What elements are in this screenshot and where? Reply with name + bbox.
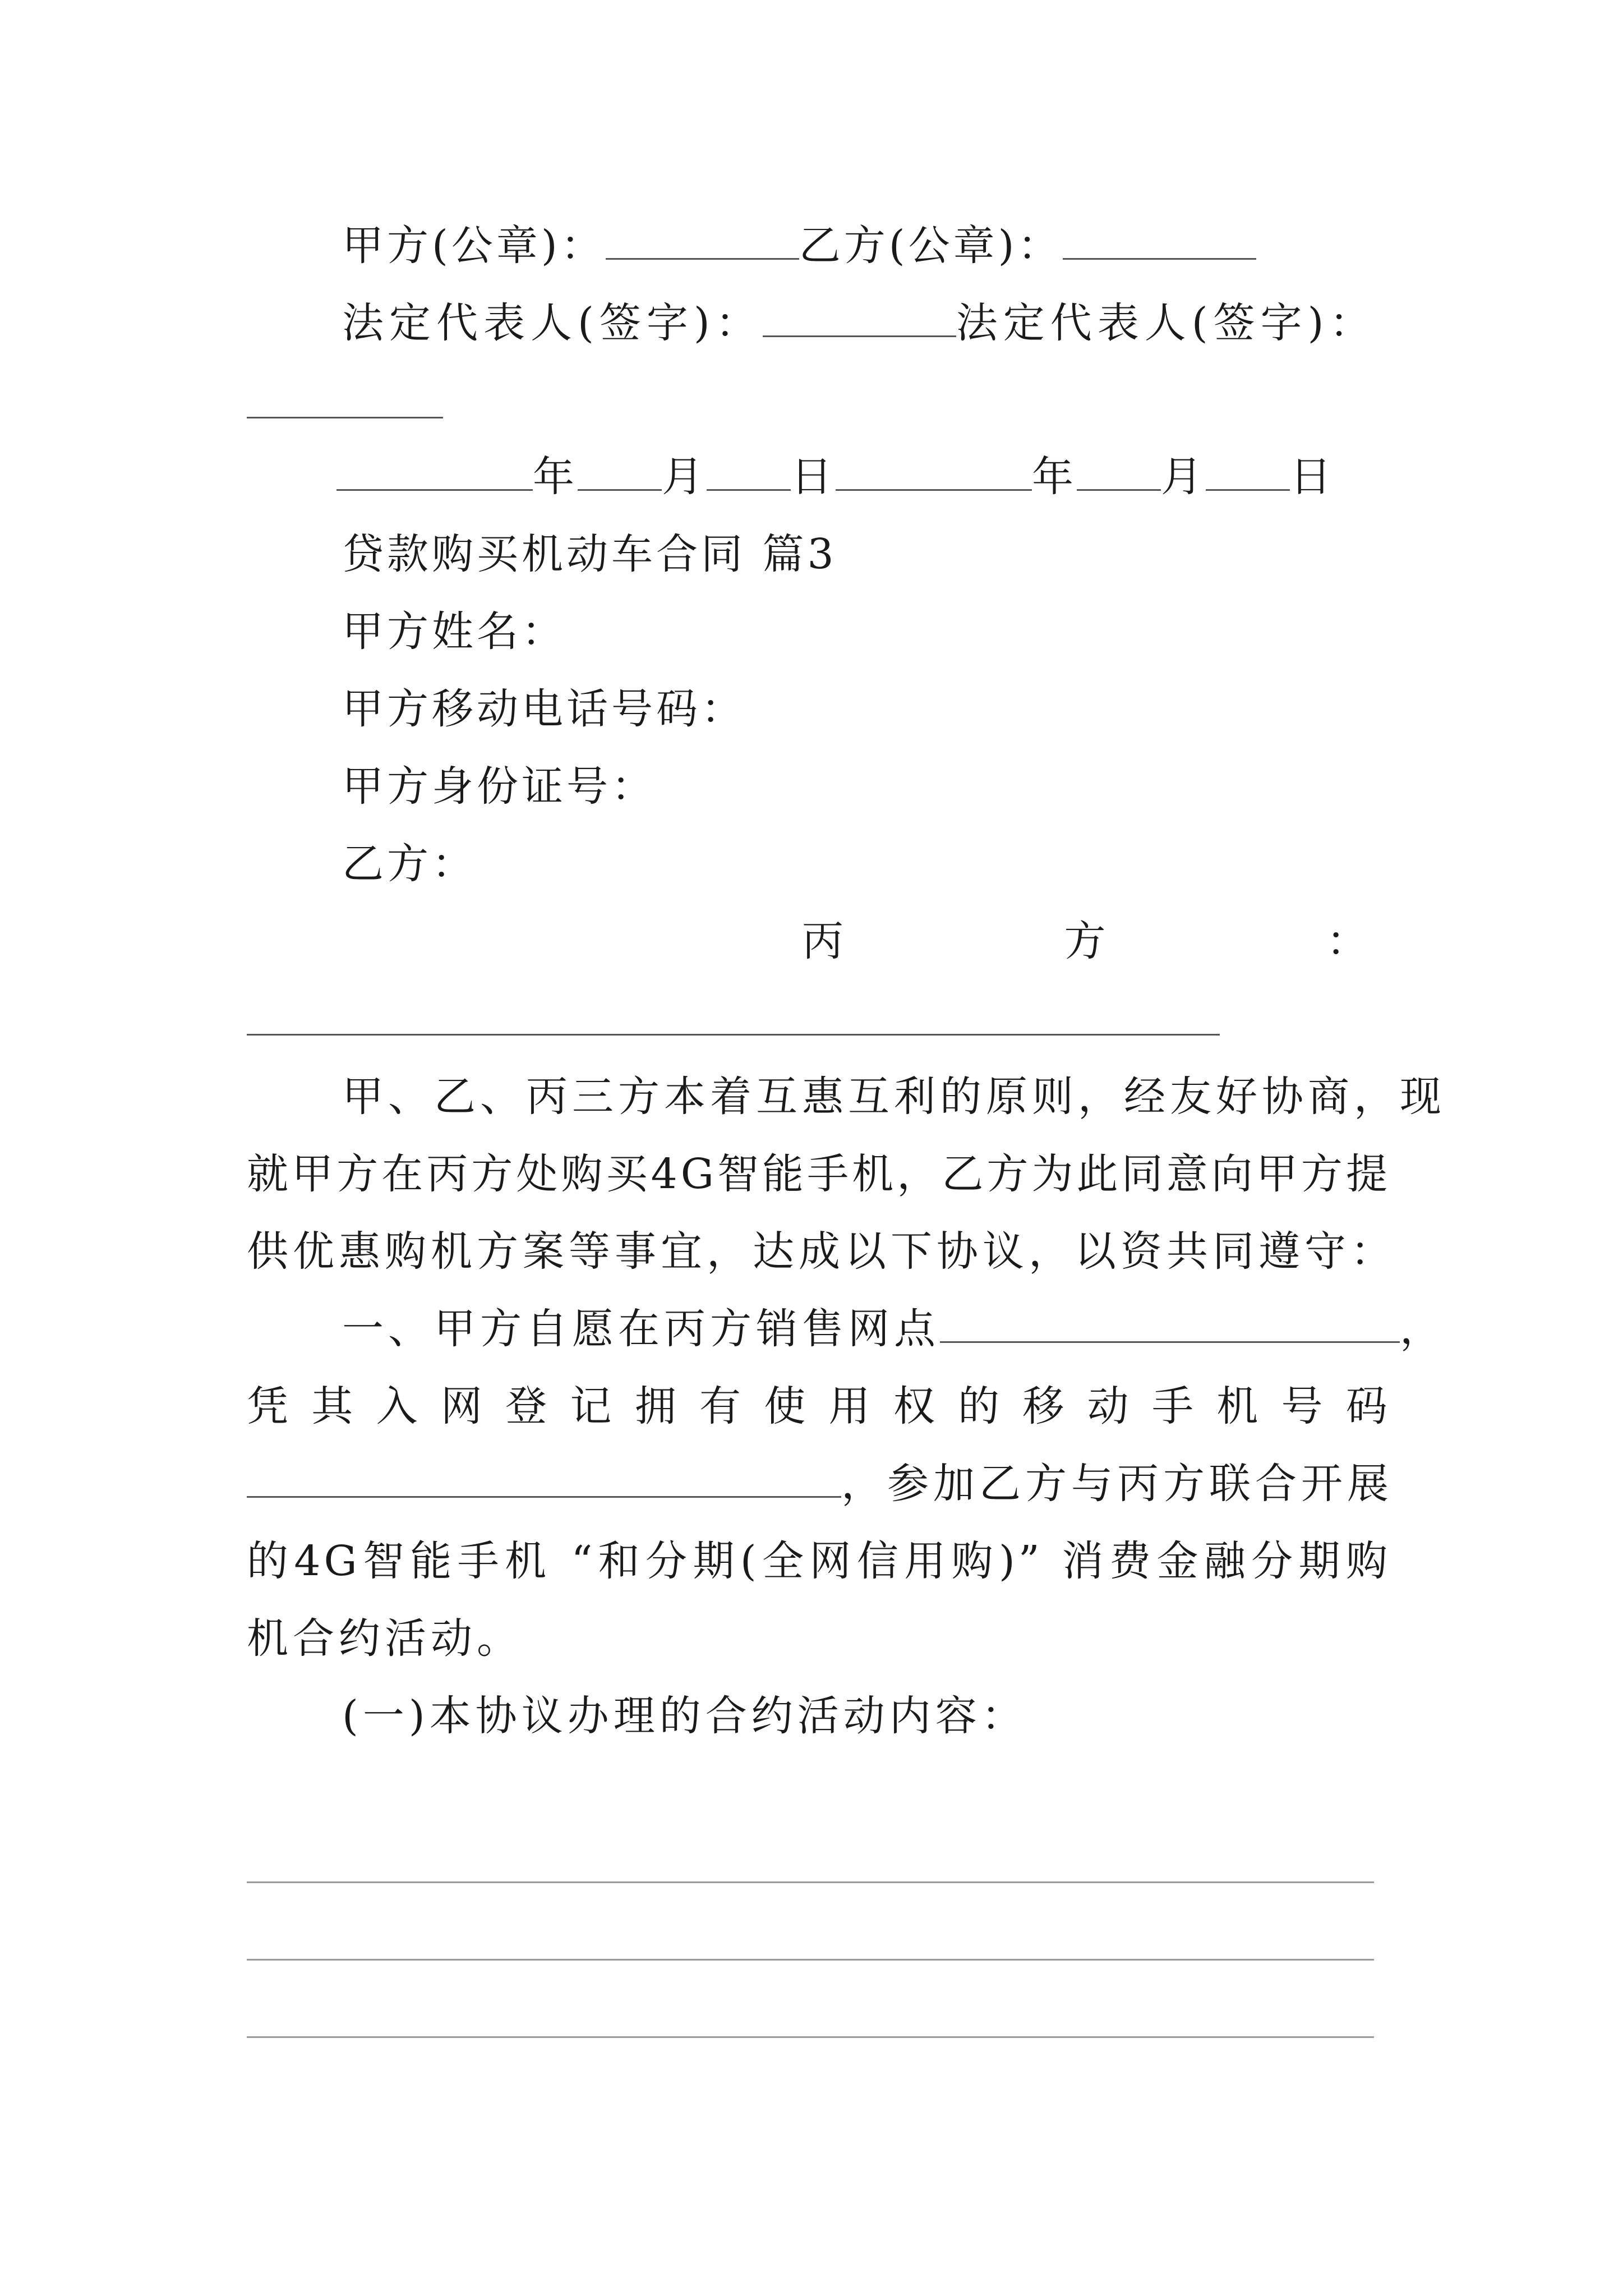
year-blank-a <box>336 454 533 491</box>
legal-rep-a-blank <box>763 301 956 337</box>
party-b-seal-blank <box>1063 223 1256 260</box>
legal-rep-line <box>342 295 1377 351</box>
p2l2-c4: 网 <box>440 1382 486 1430</box>
p2l2-c12: 的 <box>958 1382 1003 1430</box>
legal-rep-a-label: 法定代表人(签字)： <box>342 299 763 347</box>
year-blank-b <box>836 454 1032 491</box>
para2-line1 <box>342 1301 1446 1357</box>
party-a-name-field: 甲方姓名： <box>342 608 566 656</box>
p2l2-c14: 动 <box>1087 1382 1132 1430</box>
party-a-seal-label: 甲方(公章)： <box>342 222 606 270</box>
p2l2-c2: 其 <box>311 1382 357 1430</box>
p2l2-c3: 入 <box>376 1382 421 1430</box>
para2-line1-suffix: ， <box>1400 1305 1446 1353</box>
date-line <box>336 449 1335 505</box>
party-b-seal-label: 乙方(公章)： <box>799 222 1063 270</box>
party-b-field: 乙方： <box>342 840 477 888</box>
party-c-field <box>802 913 1371 969</box>
p2l2-c16: 机 <box>1216 1382 1262 1430</box>
p2l2-c15: 手 <box>1151 1382 1197 1430</box>
section-title: 贷款购买机动车合同 篇3 <box>342 530 837 578</box>
para1-line3: 供优惠购机方案等事宜，达成以下协议，以资共同遵守： <box>247 1227 1396 1276</box>
content-blank-line-1 <box>247 1881 1374 1883</box>
para2-line3 <box>247 1456 1393 1512</box>
party-c-char-3: ： <box>1326 917 1371 965</box>
content-blank-line-3 <box>247 2036 1374 2038</box>
para1-line1: 甲、乙、丙三方本着互惠互利的原则，经友好协商，现 <box>342 1073 1446 1121</box>
p2l2-c8: 有 <box>699 1382 744 1430</box>
year-label-a: 年 <box>533 453 578 501</box>
para1-line2: 就甲方在丙方处购买4G智能手机，乙方为此同意向甲方提 <box>247 1150 1391 1198</box>
party-a-id-field: 甲方身份证号： <box>342 762 656 811</box>
day-blank-b <box>1206 454 1290 491</box>
party-c-char-2: 方 <box>1064 917 1109 965</box>
p2l2-c1: 凭 <box>247 1382 292 1430</box>
para2-line4: 的4G智能手机 “和分期(全网信用购)” 消费金融分期购 <box>247 1537 1391 1585</box>
day-blank-a <box>707 454 791 491</box>
party-a-phone-field: 甲方移动电话号码： <box>342 685 746 733</box>
month-blank-b <box>1077 454 1161 491</box>
p2l2-c18: 码 <box>1345 1382 1391 1430</box>
legal-rep-b-label: 法定代表人(签字)： <box>956 299 1377 347</box>
p2l2-c17: 号 <box>1281 1382 1326 1430</box>
legal-rep-b-blank <box>247 417 443 418</box>
p2l2-c13: 移 <box>1022 1382 1068 1430</box>
p2l2-c7: 拥 <box>634 1382 680 1430</box>
phone-number-blank <box>247 1461 841 1498</box>
para2-line2 <box>247 1378 1391 1434</box>
para2-line1-prefix: 一、甲方自愿在丙方销售网点 <box>342 1305 940 1353</box>
sales-outlet-blank <box>940 1306 1400 1343</box>
p2l2-c9: 使 <box>764 1382 809 1430</box>
p2l2-c10: 用 <box>828 1382 874 1430</box>
content-blank-line-2 <box>247 1959 1374 1961</box>
p2l2-c5: 登 <box>505 1382 551 1430</box>
para2-line5: 机合约活动。 <box>247 1614 523 1663</box>
month-label-a: 月 <box>662 453 707 501</box>
year-label-b: 年 <box>1032 453 1077 501</box>
subsection-1: (一)本协议办理的合约活动内容： <box>342 1692 1027 1740</box>
p2l2-c11: 权 <box>893 1382 938 1430</box>
party-c-blank <box>247 1034 1220 1036</box>
party-c-char-1: 丙 <box>802 917 847 965</box>
seal-line <box>342 218 1256 274</box>
day-label-b: 日 <box>1290 453 1335 501</box>
day-label-a: 日 <box>791 453 836 501</box>
party-a-seal-blank <box>606 223 799 260</box>
p2l2-c6: 记 <box>570 1382 615 1430</box>
para2-line3-suffix: ，参加乙方与丙方联合开展 <box>841 1460 1393 1508</box>
month-blank-a <box>578 454 662 491</box>
month-label-b: 月 <box>1161 453 1206 501</box>
